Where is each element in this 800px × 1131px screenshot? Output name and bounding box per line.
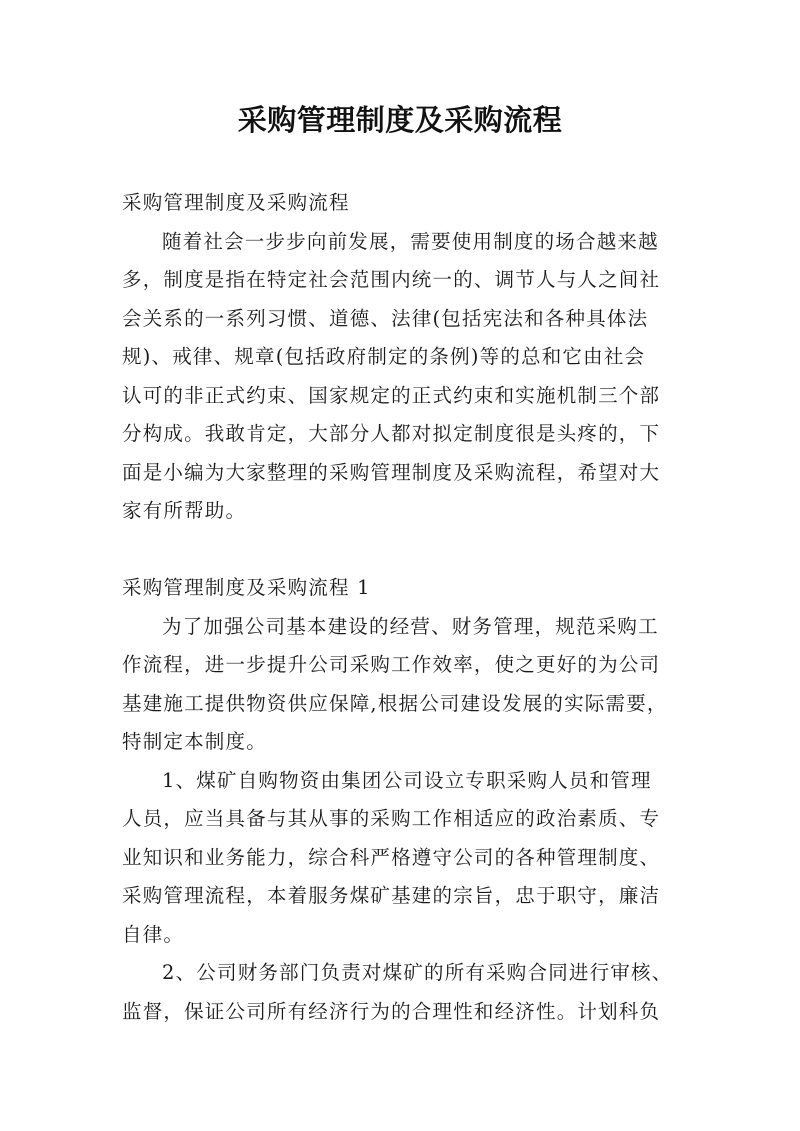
intro-heading: 采购管理制度及采购流程: [122, 191, 350, 214]
paragraph-line: 采购管理流程，本着服务煤矿基建的宗旨，忠于职守，廉洁: [122, 884, 661, 907]
paragraph-line: 1、煤矿自购物资由集团公司设立专职采购人员和管理: [162, 768, 652, 792]
section-heading: 采购管理制度及采购流程 1: [122, 576, 371, 599]
paragraph-line: 为了加强公司基本建设的经营、财务管理，规范采购工: [162, 614, 659, 638]
document-body: [122, 184, 688, 1031]
paragraph-line: 基建施工提供物资供应保障,根据公司建设发展的实际需要，: [122, 691, 668, 715]
paragraph-line: 人员，应当具备与其从事的采购工作相适应的政治素质、专: [122, 807, 661, 830]
paragraph-line: 随着社会一步步向前发展，需要使用制度的场合越来越: [162, 229, 659, 253]
paragraph-line: 分构成。我敢肯定，大部分人都对拟定制度很是头疼的，下: [122, 422, 661, 445]
paragraph-line: 面是小编为大家整理的采购管理制度及采购流程，希望对大: [122, 460, 661, 484]
section1-item-2: [122, 954, 688, 1031]
paragraph-line: 2、公司财务部门负责对煤矿的所有采购合同进行审核、: [162, 961, 673, 984]
paragraph-line: 业知识和业务能力，综合科严格遵守公司的各种管理制度、: [122, 845, 661, 869]
paragraph-line: 家有所帮助。: [122, 499, 247, 522]
section1-paragraph: [122, 608, 688, 762]
paragraph-line: 自律。: [122, 922, 185, 946]
document-title: 采购管理制度及采购流程: [237, 103, 563, 137]
paragraph-line: 规)、戒律、规章(包括政府制定的条例)等的总和它由社会: [122, 345, 646, 368]
section1-item-1: [122, 762, 688, 955]
paragraph-line: 特制定本制度。: [122, 730, 267, 753]
paragraph-line: 多，制度是指在特定社会范围内统一的、调节人与人之间社: [122, 268, 661, 291]
paragraph-line: 认可的非正式约束、国家规定的正式约束和实施机制三个部: [122, 383, 661, 407]
section-spacer: [122, 531, 688, 570]
paragraph-line: 作流程，进一步提升公司采购工作效率，使之更好的为公司: [122, 653, 661, 676]
paragraph-line: 监督，保证公司所有经济行为的合理性和经济性。计划科负: [122, 999, 661, 1023]
paragraph-line: 会关系的一系列习惯、道德、法律(包括宪法和各种具体法: [122, 306, 649, 330]
intro-paragraph: [122, 223, 688, 531]
